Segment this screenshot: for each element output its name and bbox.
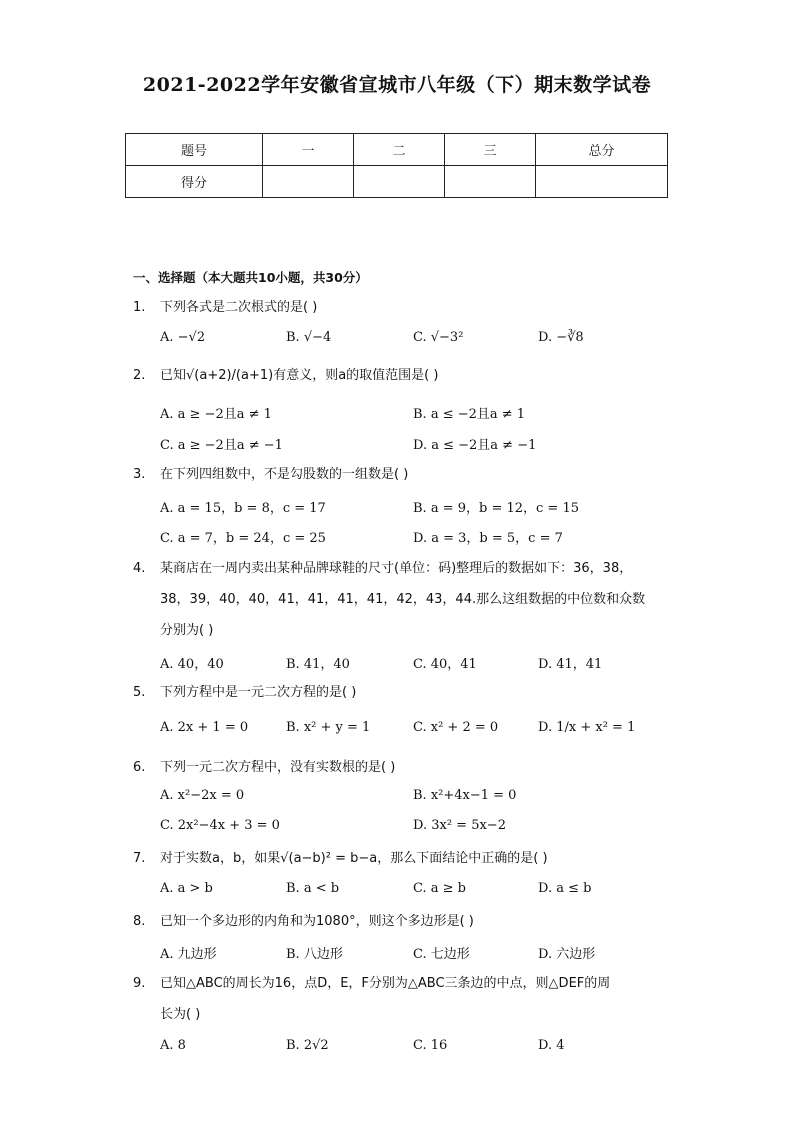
section-heading: 一、选择题（本大题共10小题，共30分）	[133, 270, 368, 285]
question-stem: 已知√(a+2)/(a+1)有意义，则a的取值范围是( )	[160, 368, 439, 383]
option: D. a ≤ b	[538, 881, 592, 896]
table-cell: 三	[445, 134, 536, 166]
option: B. x² + y = 1	[286, 720, 371, 735]
question-number: 4.	[133, 561, 146, 576]
question-number: 7.	[133, 851, 146, 866]
option: C. 七边形	[413, 947, 470, 962]
question-stem-line: 已知△ABC的周长为16，点D，E，F分别为△ABC三条边的中点，则△DEF的周	[160, 976, 611, 991]
option: B. 八边形	[286, 947, 343, 962]
table-cell: 总分	[536, 134, 668, 166]
question-number: 3.	[133, 467, 146, 482]
option: A. a ≥ −2且a ≠ 1	[160, 407, 272, 422]
option: C. 2x²−4x + 3 = 0	[160, 818, 280, 833]
question-number: 5.	[133, 685, 146, 700]
score-table-score-row	[126, 166, 668, 198]
option: C. a ≥ −2且a ≠ −1	[160, 438, 283, 453]
option: B. a ≤ −2且a ≠ 1	[413, 407, 526, 422]
option: C. a = 7，b = 24，c = 25	[160, 531, 326, 546]
option: C. x² + 2 = 0	[413, 720, 499, 735]
question-number: 8.	[133, 914, 146, 929]
question-stem: 已知一个多边形的内角和为1080°，则这个多边形是( )	[160, 914, 474, 929]
table-cell: 得分	[126, 166, 263, 198]
question-stem: 下列方程中是一元二次方程的是( )	[160, 685, 357, 700]
question-stem-line: 分别为( )	[160, 623, 214, 638]
option: C. 16	[413, 1038, 448, 1053]
option: D. 41，41	[538, 657, 603, 672]
table-cell	[263, 166, 354, 198]
option: C. a ≥ b	[413, 881, 466, 896]
question-stem-line: 长为( )	[160, 1007, 201, 1022]
question-number: 9.	[133, 976, 146, 991]
table-cell	[354, 166, 445, 198]
table-cell	[445, 166, 536, 198]
option: C. 40，41	[413, 657, 477, 672]
option: C. √−3²	[413, 330, 464, 345]
option: A. 40，40	[160, 657, 224, 672]
option: D. 六边形	[538, 947, 596, 962]
question-number: 1.	[133, 300, 146, 315]
option: A. 8	[160, 1038, 186, 1053]
score-table	[125, 133, 668, 198]
option: A. −√2	[160, 330, 206, 345]
option: D. −∛8	[538, 330, 584, 345]
table-cell: 题号	[126, 134, 263, 166]
option: A. x²−2x = 0	[160, 788, 245, 803]
question-stem: 对于实数a，b，如果√(a−b)² = b−a，那么下面结论中正确的是( )	[160, 851, 548, 866]
table-cell	[536, 166, 668, 198]
question-stem: 在下列四组数中，不是勾股数的一组数是( )	[160, 467, 409, 482]
option: B. 2√2	[286, 1038, 329, 1053]
question-stem: 下列一元二次方程中，没有实数根的是( )	[160, 760, 396, 775]
question-stem-line: 某商店在一周内卖出某种品牌球鞋的尺寸(单位：码)整理后的数据如下：36，38，	[160, 561, 633, 576]
option: D. a = 3，b = 5，c = 7	[413, 531, 563, 546]
option: A. 九边形	[160, 947, 217, 962]
option: A. 2x + 1 = 0	[160, 720, 249, 735]
question-number: 6.	[133, 760, 146, 775]
option: D. 4	[538, 1038, 565, 1053]
option: B. 41，40	[286, 657, 350, 672]
option: B. a = 9，b = 12，c = 15	[413, 501, 579, 516]
option: D. 1/x + x² = 1	[538, 720, 636, 735]
option: B. x²+4x−1 = 0	[413, 788, 517, 803]
option: B. a < b	[286, 881, 340, 896]
option: D. 3x² = 5x−2	[413, 818, 506, 833]
option: D. a ≤ −2且a ≠ −1	[413, 438, 537, 453]
table-cell: 二	[354, 134, 445, 166]
question-stem: 下列各式是二次根式的是( )	[160, 300, 318, 315]
option: B. √−4	[286, 330, 332, 345]
exam-title: 2021-2022学年安徽省宣城市八年级（下）期末数学试卷	[142, 74, 652, 96]
table-cell: 一	[263, 134, 354, 166]
score-table-header-row	[126, 134, 668, 166]
question-stem-line: 38，39，40，40，41，41，41，41，42，43，44.那么这组数据的中位数和众数	[160, 592, 646, 607]
question-number: 2.	[133, 368, 146, 383]
option: A. a > b	[160, 881, 213, 896]
option: A. a = 15，b = 8，c = 17	[160, 501, 326, 516]
